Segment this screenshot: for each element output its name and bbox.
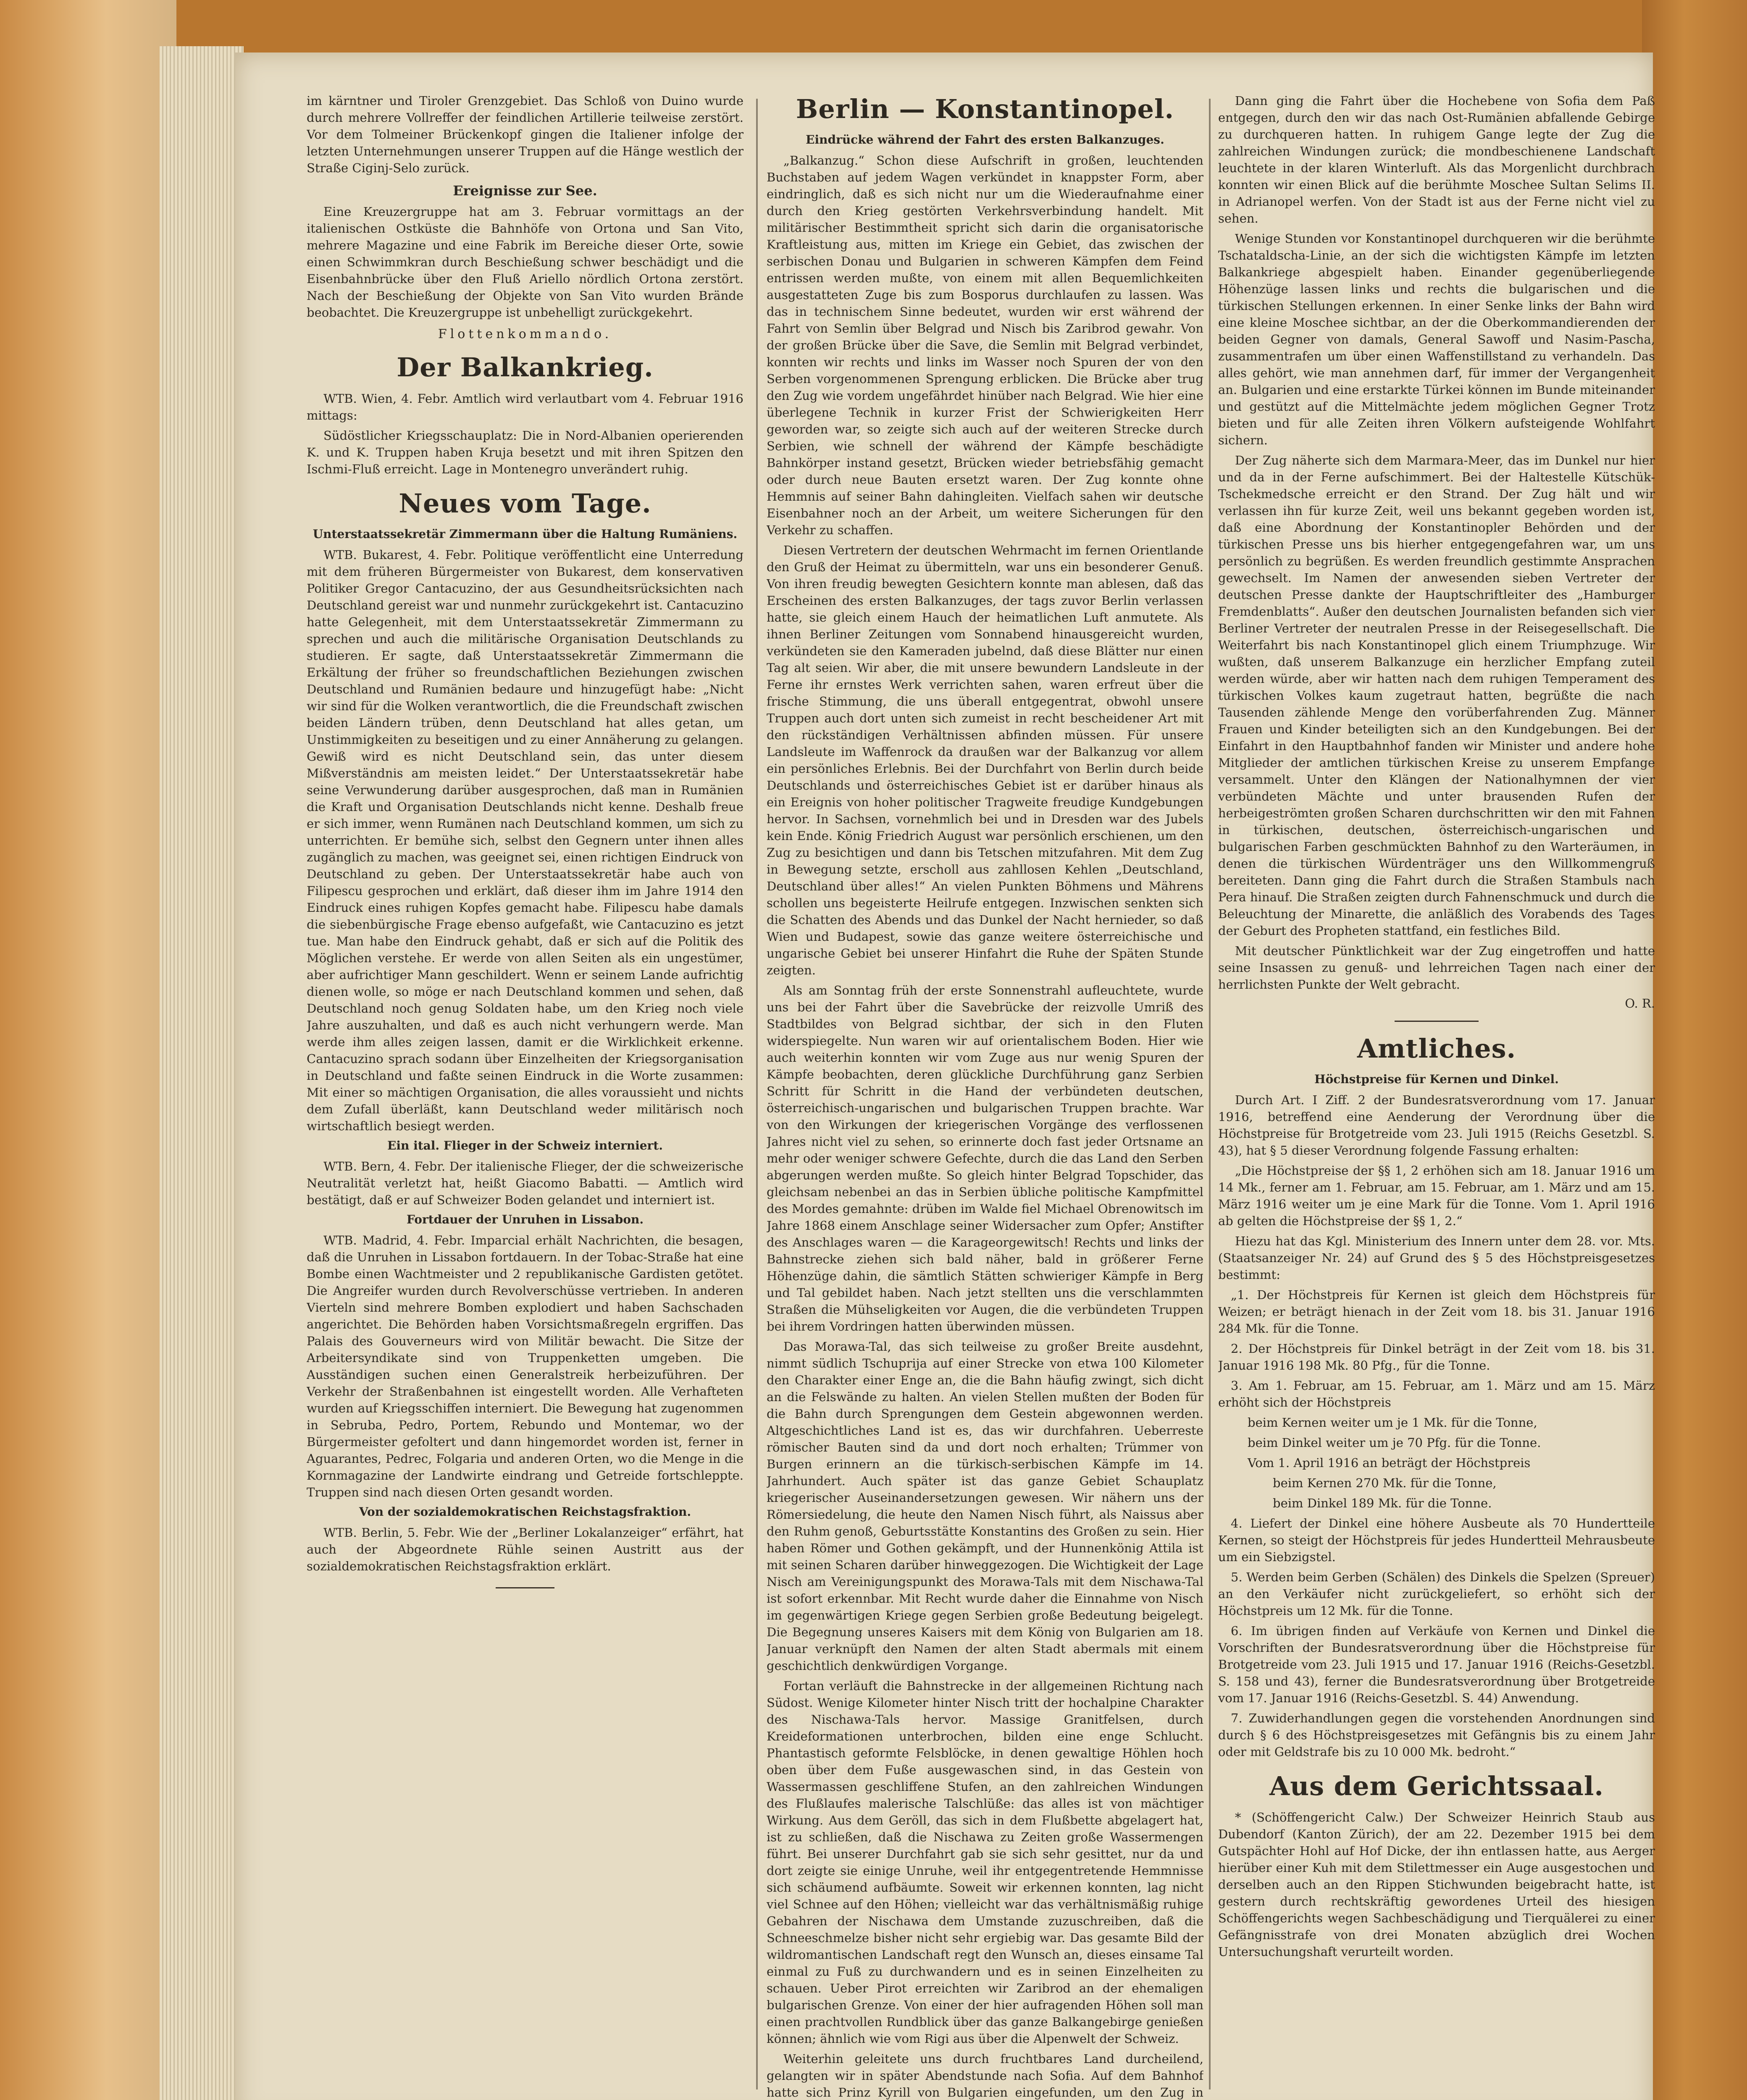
- list-item: „1. Der Höchstpreis für Kernen ist gleich dem Höchstpreis für Weizen; er beträgt hienach in der Zeit vom 18. bis 31. Januar 1916 284 Mk. für die Tonne.: [1218, 1288, 1655, 1336]
- heading-see: Ereignisse zur See.: [453, 183, 597, 199]
- separator-rule: [1395, 1021, 1479, 1022]
- list-subitem: beim Dinkel weiter um je 70 Pfg. für die Tonne.: [1248, 1436, 1541, 1450]
- amtliches-quote: „Die Höchstpreise der §§ 1, 2 erhöhen sich am 18. Januar 1916 um 14 Mk., ferner am 1. Februar, am 15. Februar, am 1. März und am 15. März 1916 weiter um je eine Mark für die Tonne. Vom 1. April 1916 ab gelten die Höchstpreise der §§ 1, 2.“: [1218, 1163, 1655, 1228]
- konstantinopel-paragraph-4: Mit deutscher Pünktlichkeit war der Zug eingetroffen und hatte seine Insassen zu genuß- und lehrreichen Tagen nach einer der herrlichsten Punkte der Welt gebracht.: [1218, 944, 1655, 992]
- balkanzug-paragraph-5: Fortan verläuft die Bahnstrecke in der allgemeinen Richtung nach Südost. Wenige Kilometer hinter Nisch tritt der hochalpine Charakter des Nischawa-Tals hervor. Massige Granitfelsen, durch Kreideformationen unterbrochen, bilden eine enge Schlucht. Phantastisch geformte Felsblöcke, in denen gewaltige Höhlen hoch oben über dem Fuße ausgewaschen sind, in das Gestein von Wassermassen geschliffene Stufen, an den zahlreichen Windungen des Flußlaufes malerische Talschlüße: das alles ist von mächtiger Wirkung. Aus dem Geröll, das sich in dem Flußbette abgelagert hat, ist zu schließen, daß die Nischawa zu Zeiten große Wassermengen führt. Bei unserer Durchfahrt gab sie sich sehr gesittet, nur da und dort zeigte sie einige Unruhe, weil ihr entgegentretende Hemmnisse sich schäumend aufbäumte. Soweit wir erkennen konnten, lag nicht viel Schnee auf den Höhen; vielleicht war das verhältnismäßig ruhige Gebahren der Nischawa dem Umstande zuzuschreiben, daß die Schneeschmelze bisher nicht sehr ergiebig war. Das gesamte Bild der wildromantischen Landschaft regt den Wunsch an, dieses einsame Tal einmal zu Fuß zu durchwandern und es in seinen Einzelheiten zu schauen. Ueber Pirot erreichten wir Zaribrod an der ehemaligen bulgarischen Grenze. Von einer der hier aufragenden Höhen soll man einen prachtvollen Rundblick über das ganze Balkangebirge genießen können; ähnlich wie vom Rigi aus über die Alpenwelt der Schweiz.: [767, 1679, 1203, 2046]
- page-stack-edge: [160, 46, 244, 2100]
- heading-balkankrieg: Der Balkankrieg.: [397, 352, 654, 383]
- heading-hoechstpreise: Höchstpreise für Kernen und Dinkel.: [1314, 1072, 1559, 1086]
- heading-amtliches: Amtliches.: [1357, 1033, 1516, 1064]
- konstantinopel-paragraph-2: Wenige Stunden vor Konstantinopel durchqueren wir die berühmte Tschataldscha-Linie, an der sich die wichtigsten Kämpfe im letzten Balkankriege abgespielt haben. Einander gegenüberliegende Höhenzüge lassen links und rechts die bulgarischen und die türkischen Stellungen erkennen. In einer Senke links der Bahn wird eine kleine Moschee sichtbar, an der die Oberkommandierenden der beiden Gegner von damals, General Sawoff und Nasim-Pascha, zusammentrafen um über einen Waffenstillstand zu verhandeln. Das alles gehört, wie man annehmen darf, für immer der Vergangenheit an. Bulgarien und eine erstarkte Türkei können im Bunde miteinander und gestützt auf die Mittelmächte jedem möglichen Gegner Trotz bieten und für alle Zeiten ihren Völkern aufsteigende Wohlfahrt sichern.: [1218, 231, 1655, 447]
- binding-left: [0, 0, 176, 2100]
- amtliches-paragraph-2: Hiezu hat das Kgl. Ministerium des Innern unter dem 28. vor. Mts. (Staatsanzeiger Nr. 24) auf Grund des § 5 des Höchstpreisgesetzes bestimmt:: [1218, 1234, 1655, 1282]
- balkan-paragraph-2: Südöstlicher Kriegsschauplatz: Die in Nord-Albanien operierenden K. und K. Truppen haben Kruja besetzt und mit ihren Spitzen den Ischmi-Fluß erreicht. Lage in Montenegro unverändert ruhig.: [307, 428, 743, 476]
- column-middle: [767, 92, 1203, 2100]
- heading-neues-vom-tage: Neues vom Tage.: [399, 488, 652, 519]
- list-item: 6. Im übrigen finden auf Verkäufe von Kernen und Dinkel die Vorschriften der Bundesratsverordnung über die Höchstpreise für Brotgetreide vom 23. Juli 1915 und 17. Januar 1916 (Reichs-Gesetzbl. S. 158 und 43), ferner die Bundesratsverordnung über Brotgetreide vom 17. Januar 1916 (Reichs-Gesetzbl. S. 44) Anwendung.: [1218, 1624, 1655, 1705]
- sozial-paragraph: WTB. Berlin, 5. Febr. Wie der „Berliner Lokalanzeiger“ erfährt, hat auch der Abgeordnete Rühle seinen Austritt aus der sozialdemokratischen Reichstagsfraktion erklärt.: [307, 1525, 743, 1573]
- heading-sozialdemokraten: Von der sozialdemokratischen Reichstagsfraktion.: [359, 1505, 691, 1519]
- list-subitem: beim Kernen weiter um je 1 Mk. für die Tonne,: [1248, 1415, 1537, 1430]
- balkanzug-paragraph-2: Diesen Vertretern der deutschen Wehrmacht im fernen Orientlande den Gruß der Heimat zu übermitteln, war uns ein besonderer Genuß. Von ihren freudig bewegten Gesichtern konnte man ablesen, daß das Erscheinen des ersten Balkanzuges, der tags zuvor Berlin verlassen hatte, sie gleich einem Hauch der heimatlichen Luft anmutete. Als ihnen Berliner Zeitungen vom Sonnabend hinausgereicht wurden, verkündeten sie den Kameraden jubelnd, daß diese Blätter nur einen Tag alt seien. Wir aber, die mit unsere bewundern Landsleute in der Ferne ihr ernstes Werk verrichten sahen, waren erfreut über die frische Stimmung, die uns überall entgegentrat, obwohl unsere Truppen auch dort unten sich zumeist in recht bescheidener Art mit den rückständigen Verhältnissen abfinden müssen. Für unsere Landsleute im Waffenrock da draußen war der Balkanzug vor allem ein persönliches Erlebnis. Bei der Durchfahrt von Berlin durch beide Deutschlands und österreichisches Gebiet ist er darüber hinaus als ein Ereignis von hoher politischer Tragweite freudige Kundgebungen hervor. In Sachsen, vornehmlich bei und in Dresden war des Jubels kein Ende. König Friedrich August war persönlich erschienen, um den Zug zu besichtigen und dann bis Tetschen mitzufahren. Mit dem Zug in Bewegung setzte, erscholl aus zahllosen Kehlen „Deutschland, Deutschland über alles!“ An vielen Punkten Böhmens und Mährens schollen uns begeisterte Heilrufe entgegen. Inzwischen senkten sich die Schatten des Abends und das Dunkel der Nacht hernieder, so daß Wien und Budapest, sowie das ganze weitere österreichische und ungarische Gebiet bei unserer Hinfahrt die Ruhe der Späten Stunde zeigten.: [767, 543, 1203, 977]
- heading-berlin-konstantinopel: Berlin — Konstantinopel.: [796, 94, 1174, 124]
- gerichtssaal-paragraph: * (Schöffengericht Calw.) Der Schweizer Heinrich Staub aus Dubendorf (Kanton Zürich), der am 22. Dezember 1915 bei dem Gutspächter Hohl auf Hof Dicke, der ihn entlassen hatte, aus Aerger hierüber einer Kuh mit dem Stilettmesser ein Auge ausgestochen und derselben auch an den Rippen Stichwunden beigebracht hatte, ist gestern durch rechtskräftig gewordenes Urteil des hiesigen Schöffengerichts wegen Sachbeschädigung und Tierquälerei zu einer Gefängnisstrafe von drei Monaten abzüglich drei Wochen Untersuchungshaft verurteilt worden.: [1218, 1810, 1655, 1959]
- list-item: 5. Werden beim Gerben (Schälen) des Dinkels die Spelzen (Spreuer) an den Verkäufer nicht zurückgeliefert, so erhöht sich der Höchstpreis um 12 Mk. für die Tonne.: [1218, 1570, 1655, 1618]
- list-subitem: beim Dinkel 189 Mk. für die Tonne.: [1273, 1496, 1492, 1510]
- see-paragraph: Eine Kreuzergruppe hat am 3. Februar vormittags an der italienischen Ostküste die Bahnhöfe von Ortona und San Vito, mehrere Magazine und eine Fabrik im Bereiche dieser Orte, sowie einen Schwimmkran durch Beschießung schwer beschädigt und die Eisenbahnbrücke über den Fluß Ariello nördlich Ortona zerstört. Nach der Beschießung der Objekte von San Vito wurden Brände beobachtet. Die Kreuzergruppe ist unbehelligt zurückgekehrt.: [307, 205, 743, 320]
- flieger-paragraph: WTB. Bern, 4. Febr. Der italienische Flieger, der die schweizerische Neutralität verletzt hat, heißt Giacomo Babatti. — Amtlich wird bestätigt, daß er auf Schweizer Boden gelandet und interniert ist.: [307, 1159, 743, 1207]
- hoechstpreis-list: [1218, 1286, 1655, 1760]
- list-item: 2. Der Höchstpreis für Dinkel beträgt in der Zeit vom 18. bis 31. Januar 1916 198 Mk. 80 Pfg., für die Tonne.: [1218, 1341, 1655, 1373]
- binding-right: [1642, 0, 1747, 2100]
- list-subitem: Vom 1. April 1916 an beträgt der Höchstpreis: [1248, 1456, 1531, 1470]
- balkanzug-paragraph-4: Das Morawa-Tal, das sich teilweise zu großer Breite ausdehnt, nimmt südlich Tschuprija auf einer Strecke von etwa 100 Kilometer den Charakter einer Enge an, die die Bahn häufig zwingt, sich dicht an die Felswände zu halten. An vielen Stellen mußten der Boden für die Bahn durch Sprengungen dem Gestein abgewonnen werden. Altgeschichtliches Land ist es, das wir durchfahren. Ueberreste römischer Bauten sind da und dort noch erhalten; Trümmer von Burgen erinnern an die türkisch-serbischen Kämpfe im 14. Jahrhundert. Auch später ist das ganze Gebiet Schauplatz kriegerischer Auseinandersetzungen gewesen. Wir nähern uns der Römersiedelung, die heute den Namen Nisch führt, als Naissus aber den Ruhm genoß, Geburtsstätte Konstantins des Großen zu sein. Hier haben Römer und Gothen gekämpft, und der Hunnenkönig Attila ist mit seinen Scharen darüber hinweggezogen. Die Wichtigkeit der Lage Nisch am Vereinigungspunkt des Morawa-Tals mit dem Nischawa-Tal ist sofort erkennbar. Mit Recht wurde daher die Einnahme von Nisch im gegenwärtigen Kriege gegen Serbien große Bedeutung beigelegt. Die Begegnung unseres Kaisers mit dem König von Bulgarien am 18. Januar verknüpft den Namen der alten Stadt abermals mit einem geschichtlich denkwürdigen Vorgange.: [767, 1339, 1203, 1673]
- end-rule-left: [496, 1587, 554, 1588]
- list-subitem: beim Kernen 270 Mk. für die Tonne,: [1273, 1476, 1497, 1490]
- konstantinopel-paragraph-3: Der Zug näherte sich dem Marmara-Meer, das im Dunkel nur hier und da in der Ferne aufschimmert. Bei der Haltestelle Kütschük-Tschekmedsche erreicht er den Strand. Der Zug hält und wir verlassen ihn für kurze Zeit, weil uns bekannt gegeben worden ist, daß eine Abordnung der Konstantinopler Behörden und der türkischen Presse uns bis hierher entgegengefahren war, um uns persönlich zu begrüßen. Es werden freundlich gestimmte Ansprachen gewechselt. Im Namen der anwesenden sieben Vertreter der deutschen Presse dankte der Hauptschriftleiter des „Hamburger Fremdenblatts“. Außer den deutschen Journalisten befanden sich vier Berliner Vertreter der neutralen Presse in der Reisegesellschaft. Die Weiterfahrt bis nach Konstantinopel glich einem Triumphzuge. Wir wußten, daß unserem Balkanzuge ein herzlicher Empfang zuteil werden würde, aber wir hatten nach dem ruhigen Temperament des türkischen Volkes kaum zugetraut hatten, begrüßte die nach Tausenden zählende Menge den vorüberfahrenden Zug. Männer Frauen und Kinder beteiligten sich an den Kundgebungen. Bei der Einfahrt in den Hauptbahnhof fanden wir Minister und andere hohe Mitglieder der amtlichen türkischen Kreise zu unserem Empfange versammelt. Unter den Klängen der Nationalhymnen der vier verbündeten Mächte und unter brausenden Rufen der herbeigeströmten großen Scharen durchschritten wir den mit Fahnen in türkischen, deutschen, österreichisch-ungarischen und bulgarischen Farben geschmückten Bahnhof zu den Warteräumen, in denen die türkischen Würdenträger uns den Willkommengruß bereiteten. Dann ging die Fahrt durch die Straßen Stambuls nach Pera hinauf. Die Straßen zeigten durch Fahnenschmuck und durch die Beleuchtung der Minarette, die anläßlich des Vorabends des Tages der Geburt des Propheten stattfand, ein festliches Bild.: [1218, 453, 1655, 938]
- intro-paragraph: im kärntner und Tiroler Grenzgebiet. Das Schloß von Duino wurde durch mehrere Vollreffer der feindlichen Artillerie teilweise zerstört. Vor dem Tolmeiner Brückenkopf gingen die Italiener infolge der letzten Unternehmungen unserer Truppen auf die Hänge westlich der Straße Ciginj-Selo zurück.: [307, 94, 743, 175]
- balkanzug-paragraph-6: Weiterhin geleitete uns durch fruchtbares Land durcheilend, gelangten wir in später Abendstunde nach Sofia. Auf dem Bahnhof hatte sich Prinz Kyrill von Bulgarien eingefunden, um den Zug in: [767, 2052, 1203, 2100]
- balkanzug-paragraph-1: „Balkanzug.“ Schon diese Aufschrift in großen, leuchtenden Buchstaben auf jedem Wagen verkündet in knappster Form, aber eindringlich, daß es sich nicht nur um die Wiederaufnahme einer durch den Krieg gestörten Verkehrsverbindung handelt. Mit militärischer Bestimmtheit spricht sich darin die organisatorische Kraftleistung aus, mitten im Kriege ein Gebiet, das zwischen der serbischen Donau und Bulgarien in schweren Kämpfen dem Feind entrissen werden mußte, von einem mit allen Bequemlichkeiten ausgestatteten Zuge bis zum Bosporus durchlaufen zu lassen. Was das in technischem Sinne bedeutet, wurden wir erst während der Fahrt von Semlin über Belgrad und Nisch bis Zaribrod gewahr. Von der großen Brücke über die Save, die Semlin mit Belgrad verbindet, konnten wir rechts und links im Wasser noch Spuren der von den Serben vorgenommenen Sprengung erblicken. Die Brücke aber trug den Zug wie vordem ungefährdet hinüber nach Belgrad. Wie hier eine überlegene Technik in kurzer Frist der Schwierigkeiten Herr geworden war, so zeigte sich auch auf der weiteren Strecke durch Serbien, wie schnell der während der Kämpfe beschädigte Bahnkörper instand gesetzt, Brücken wieder betriebsfähig gemacht oder durch neue Bauten ersetzt waren. Der Zug konnte ohne Hemmnis auf seiner Bahn dahingleiten. Vielfach sahen wir deutsche Eisenbahner noch an der Arbeit, um weitere Sicherungen für den Verkehr zu schaffen.: [767, 153, 1203, 537]
- heading-flieger: Ein ital. Flieger in der Schweiz interniert.: [387, 1139, 663, 1152]
- heading-lissabon: Fortdauer der Unruhen in Lissabon.: [406, 1213, 644, 1226]
- column-rule-2: [1209, 99, 1211, 2090]
- amtliches-paragraph-1: Durch Art. I Ziff. 2 der Bundesratsverordnung vom 17. Januar 1916, betreffend eine Aenderung der Verordnung über die Höchstpreise für Brotgetreide vom 23. Juli 1915 (Reichs Gesetzbl. S. 43), hat § 5 dieser Verordnung folgende Fassung erhalten:: [1218, 1093, 1655, 1158]
- author-signoff: O. R.: [1625, 996, 1655, 1011]
- subheading-eindruecke: Eindrücke während der Fahrt des ersten Balkanzuges.: [806, 133, 1164, 147]
- column-rule-1: [756, 99, 758, 2090]
- list-item: 3. Am 1. Februar, am 15. Februar, am 1. März und am 15. März erhöht sich der Höchstpreis: [1218, 1378, 1655, 1410]
- lissabon-paragraph: WTB. Madrid, 4. Febr. Imparcial erhält Nachrichten, die besagen, daß die Unruhen in Lissabon fortdauern. In der Tobac-Straße hat eine Bombe einen Wachtmeister und 2 republikanische Gardisten getötet. Die Angreifer wurden durch Revolverschüsse vertrieben. In anderen Vierteln sind mehrere Bomben explodiert und haben Sachschaden angerichtet. Die Behörden haben Vorsichtsmaßregeln ergriffen. Das Palais des Gouverneurs wird von Militär bewacht. Die Sitze der Arbeitersyndikate sind von Truppenketten umgeben. Die Ausständigen suchen einen Generalstreik herbeizuführen. Der Verkehr der Straßenbahnen ist eingestellt worden. Alle Verhafteten wurden auf Kriegsschiffen interniert. Die Bewegung hat zugenommen in Sebruba, Pedro, Portem, Rebundo und Montemar, wo der Bürgermeister gefoltert und dann hingemordet worden ist, ferner in Aguarantes, Pedrec, Folgaria und anderen Orten, wo die Menge in die Kornmagazine der Landwirte eindrang und Getreide fortschleppte. Truppen sind nach diesen Orten gesandt worden.: [307, 1233, 743, 1499]
- balkanzug-paragraph-3: Als am Sonntag früh der erste Sonnenstrahl aufleuchtete, wurde uns bei der Fahrt über die Savebrücke der reizvolle Umriß des Stadtbildes von Belgrad sichtbar, der sich in den Fluten widerspiegelte. Nun waren wir auf orientalischem Boden. Hier wie auch weiterhin konnten wir vom Zuge aus nur wenig Spuren der Kämpfe beobachten, deren glückliche Durchführung ganz Serbien Schritt für Schritt in die Hand der verbündeten deutschen, österreichisch-ungarischen und bulgarischen Truppen brachte. War von den Wirkungen der kriegerischen Vorgänge des verflossenen Jahres nicht viel zu sehen, so erinnerte doch fast jeder Ortsname an mehr oder weniger schwere Gefechte, durch die das Land den Serben abgerungen werden mußte. So gleich hinter Belgrad Topschider, das gleichsam nebenbei an das in Serbien übliche politische Kampfmittel des Mordes gemahnte: drüben im Walde fiel Michael Obrenowitsch im Jahre 1868 einem Anschlage seiner Widersacher zum Opfer; Anstifter des Anschlages waren — die Karageorgewitsch! Rechts und links der Bahnstrecke ziehen sich bald näher, bald in größerer Ferne Höhenzüge dahin, die sämtlich Stätten schwieriger Kämpfe in Berg und Tal gebildet haben. Nach jetzt stellten uns die verschlammten Straßen die Mühseligkeiten vor Augen, die die verbündeten Truppen bei ihrem Vordringen hatten überwinden müssen.: [767, 983, 1203, 1334]
- column-left: [307, 92, 743, 2100]
- column-right: [1218, 92, 1655, 2100]
- list-item: 7. Zuwiderhandlungen gegen die vorstehenden Anordnungen sind durch § 6 des Höchstpreisgesetzes mit Gefängnis bis zu einem Jahr oder mit Geldstrafe bis zu 10 000 Mk. bedroht.“: [1218, 1711, 1655, 1759]
- zimmermann-paragraph: WTB. Bukarest, 4. Febr. Politique veröffentlicht eine Unterredung mit dem früheren Bürgermeister von Bukarest, dem konservativen Politiker Gregor Cantacuzino, der aus Gesundheitsrücksichten nach Deutschland gereist war und nunmehr zurückgekehrt ist. Cantacuzino hatte Gelegenheit, mit dem Unterstaatssekretär Zimmermann zu sprechen und auch die militärische Organisation Deutschlands zu studieren. Er sagte, daß Unterstaatssekretär Zimmermann die Erkältung der früher so freundschaftlichen Beziehungen zwischen Deutschland und Rumänien bedaure und hinzugefügt habe: „Nicht wir sind für die Wolken verantwortlich, die die Freundschaft zwischen beiden Ländern trüben, denn Deutschland hat alles getan, um Unstimmigkeiten zu beseitigen und zu einer Annäherung zu gelangen. Gewiß wird es nicht Deutschland sein, das unter diesem Mißverständnis am meisten leidet.“ Der Unterstaatssekretär habe seine Verwunderung darüber ausgesprochen, daß man in Rumänien die Kraft und Organisation Deutschlands nicht kenne. Deshalb freue er sich immer, wenn Rumänen nach Deutschland kommen, um sich zu unterrichten. Er bemühe sich, selbst den Gegnern unter ihnen alles zugänglich zu machen, was geeignet sei, einen richtigen Eindruck von Deutschland zu geben. Der Unterstaatssekretär habe auch von Filipescu gesprochen und erklärt, daß dieser ihm im Jahre 1914 den Eindruck eines ruhigen Kopfes gemacht habe. Filipescu habe damals die siebenbürgische Frage ebenso aufgefaßt, wie Cantacuzino es jetzt tue. Man habe den Eindruck gehabt, daß er sich auf die Politik des Möglichen verstehe. Er werde von allen Seiten als ein ungestümer, aber aufrichtiger Mann geschildert. Wenn er seinem Lande aufrichtig dienen wolle, so möge er nach Deutschland kommen und sehen, daß Deutschland noch genug Soldaten habe, um den Krieg noch viele Jahre auszuhalten, und daß es auch nicht verhungern werde. Man werde ihm alles zeigen lassen, damit er die Wirklichkeit erkenne. Cantacuzino sprach sodann über Einzelheiten der Kriegsorganisation in Deutschland und faßte seinen Eindruck in die Worte zusammen: Mit einer so mächtigen Organisation, die alles voraussieht und nichts dem Zufall überläßt, kann Deutschland weder militärisch noch wirtschaftlich besiegt werden.: [307, 548, 743, 1133]
- konstantinopel-paragraph-1: Dann ging die Fahrt über die Hochebene von Sofia dem Paß entgegen, durch den wir das nach Ost-Rumänien abfallende Gebirge zu durchqueren hatten. In ruhigem Gange legte der Zug die zahlreichen Windungen zurück; die mondbeschienene Landschaft leuchtete in der klaren Winterluft. Als das Morgenlicht durchbrach konnten wir einen Blick auf die berühmte Moschee Sultan Selims II. in Adrianopel werfen. Von der Stadt ist aus der Ferne nicht viel zu sehen.: [1218, 94, 1655, 226]
- signature-flotte: Flottenkommando.: [438, 327, 612, 341]
- list-item: 4. Liefert der Dinkel eine höhere Ausbeute als 70 Hundertteile Kernen, so steigt der Höchstpreis für jedes Hundertteil Mehrausbeute um ein Siebzigstel.: [1218, 1516, 1655, 1564]
- heading-gerichtssaal: Aus dem Gerichtssaal.: [1269, 1771, 1604, 1801]
- newspaper-page: [235, 52, 1653, 2100]
- balkan-paragraph-1: WTB. Wien, 4. Febr. Amtlich wird verlautbart vom 4. Februar 1916 mittags:: [307, 391, 743, 423]
- heading-zimmermann: Unterstaatssekretär Zimmermann über die Haltung Rumäniens.: [313, 527, 738, 541]
